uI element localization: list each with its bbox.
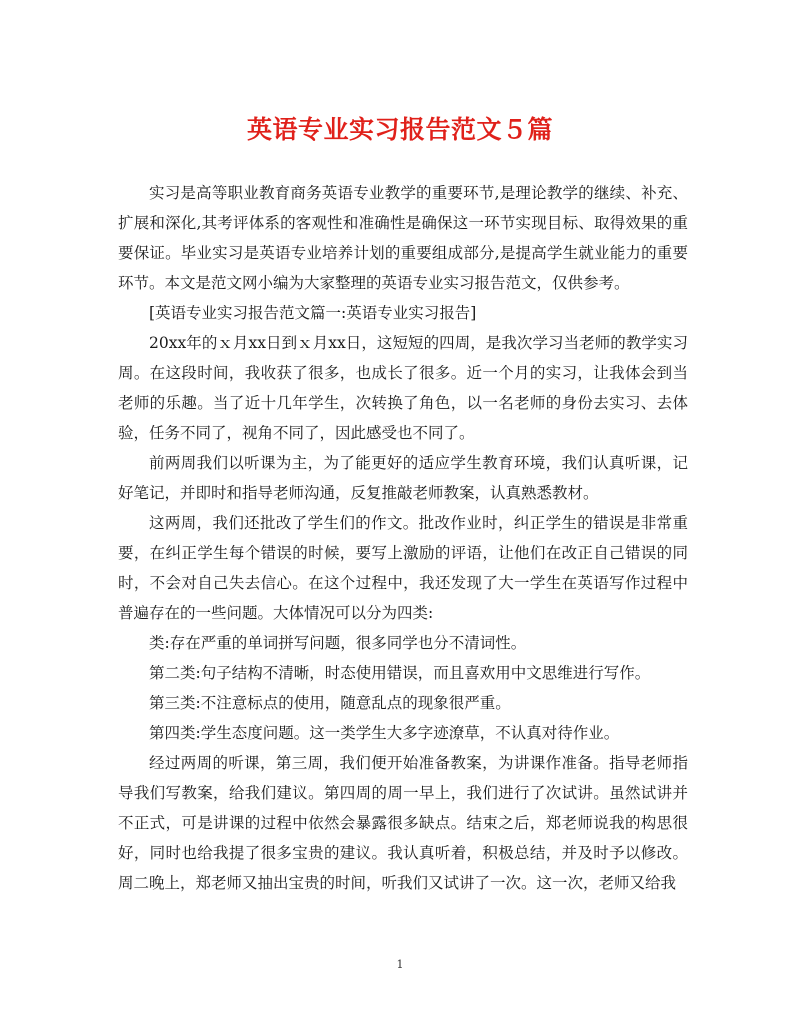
list-item-category-1: 类:存在严重的单词拼写问题，很多同学也分不清词性。 <box>149 634 527 652</box>
page-number: 1 <box>396 958 404 971</box>
paragraph: 20xx年的ｘ月xx日到ｘ月xx日，这短短的四周，是我次学习当老师的教学实习周。在这段时间，我收获了很多，也成长了很多。近一个月的实习，让我体会到当老师的乐趣。当了近十几年学生，次转换了角色，以一名老师的身份去实习、去体验，任务不同了，视角不同了，因此感受也不同了。 <box>118 334 688 442</box>
paragraph-section-heading: [英语专业实习报告范文篇一:英语专业实习报告] <box>149 304 477 322</box>
list-item-category-2: 第二类:句子结构不清晰，时态使用错误，而且喜欢用中文思维进行写作。 <box>149 664 651 682</box>
list-item-category-3: 第三类:不注意标点的使用，随意乱点的现象很严重。 <box>149 694 511 712</box>
document-body <box>118 178 688 898</box>
paragraph: 前两周我们以听课为主，为了能更好的适应学生教育环境，我们认真听课，记好笔记，并即时和指导老师沟通，反复推敲老师教案，认真熟悉教材。 <box>118 454 688 502</box>
document-title: 英语专业实习报告范文５篇 <box>246 115 553 144</box>
list-item-category-4: 第四类:学生态度问题。这一类学生大多字迹潦草，不认真对待作业。 <box>149 724 620 742</box>
paragraph: 经过两周的听课，第三周，我们便开始准备教案，为讲课作准备。指导老师指导我们写教案，给我们建议。第四周的周一早上，我们进行了次试讲。虽然试讲并不正式，可是讲课的过程中依然会暴露很多缺点。结束之后，郑老师说我的构思很好，同时也给我提了很多宝贵的建议。我认真听着，积极总结，并及时予以修改。周二晚上，郑老师又抽出宝贵的时间，听我们又试讲了一次。这一次，老师又给我 <box>118 754 688 892</box>
paragraph-intro: 实习是高等职业教育商务英语专业教学的重要环节,是理论教学的继续、补充、扩展和深化,其考评体系的客观性和准确性是确保这一环节实现目标、取得效果的重要保证。毕业实习是英语专业培养计划的重要组成部分,是提高学生就业能力的重要环节。本文是范文网小编为大家整理的英语专业实习报告范文，仅供参考。 <box>118 184 688 292</box>
paragraph: 这两周，我们还批改了学生们的作文。批改作业时，纠正学生的错误是非常重要，在纠正学生每个错误的时候，要写上激励的评语，让他们在改正自己错误的同时，不会对自己失去信心。在这个过程中，我还发现了大一学生在英语写作过程中普遍存在的一些问题。大体情况可以分为四类: <box>118 514 688 622</box>
